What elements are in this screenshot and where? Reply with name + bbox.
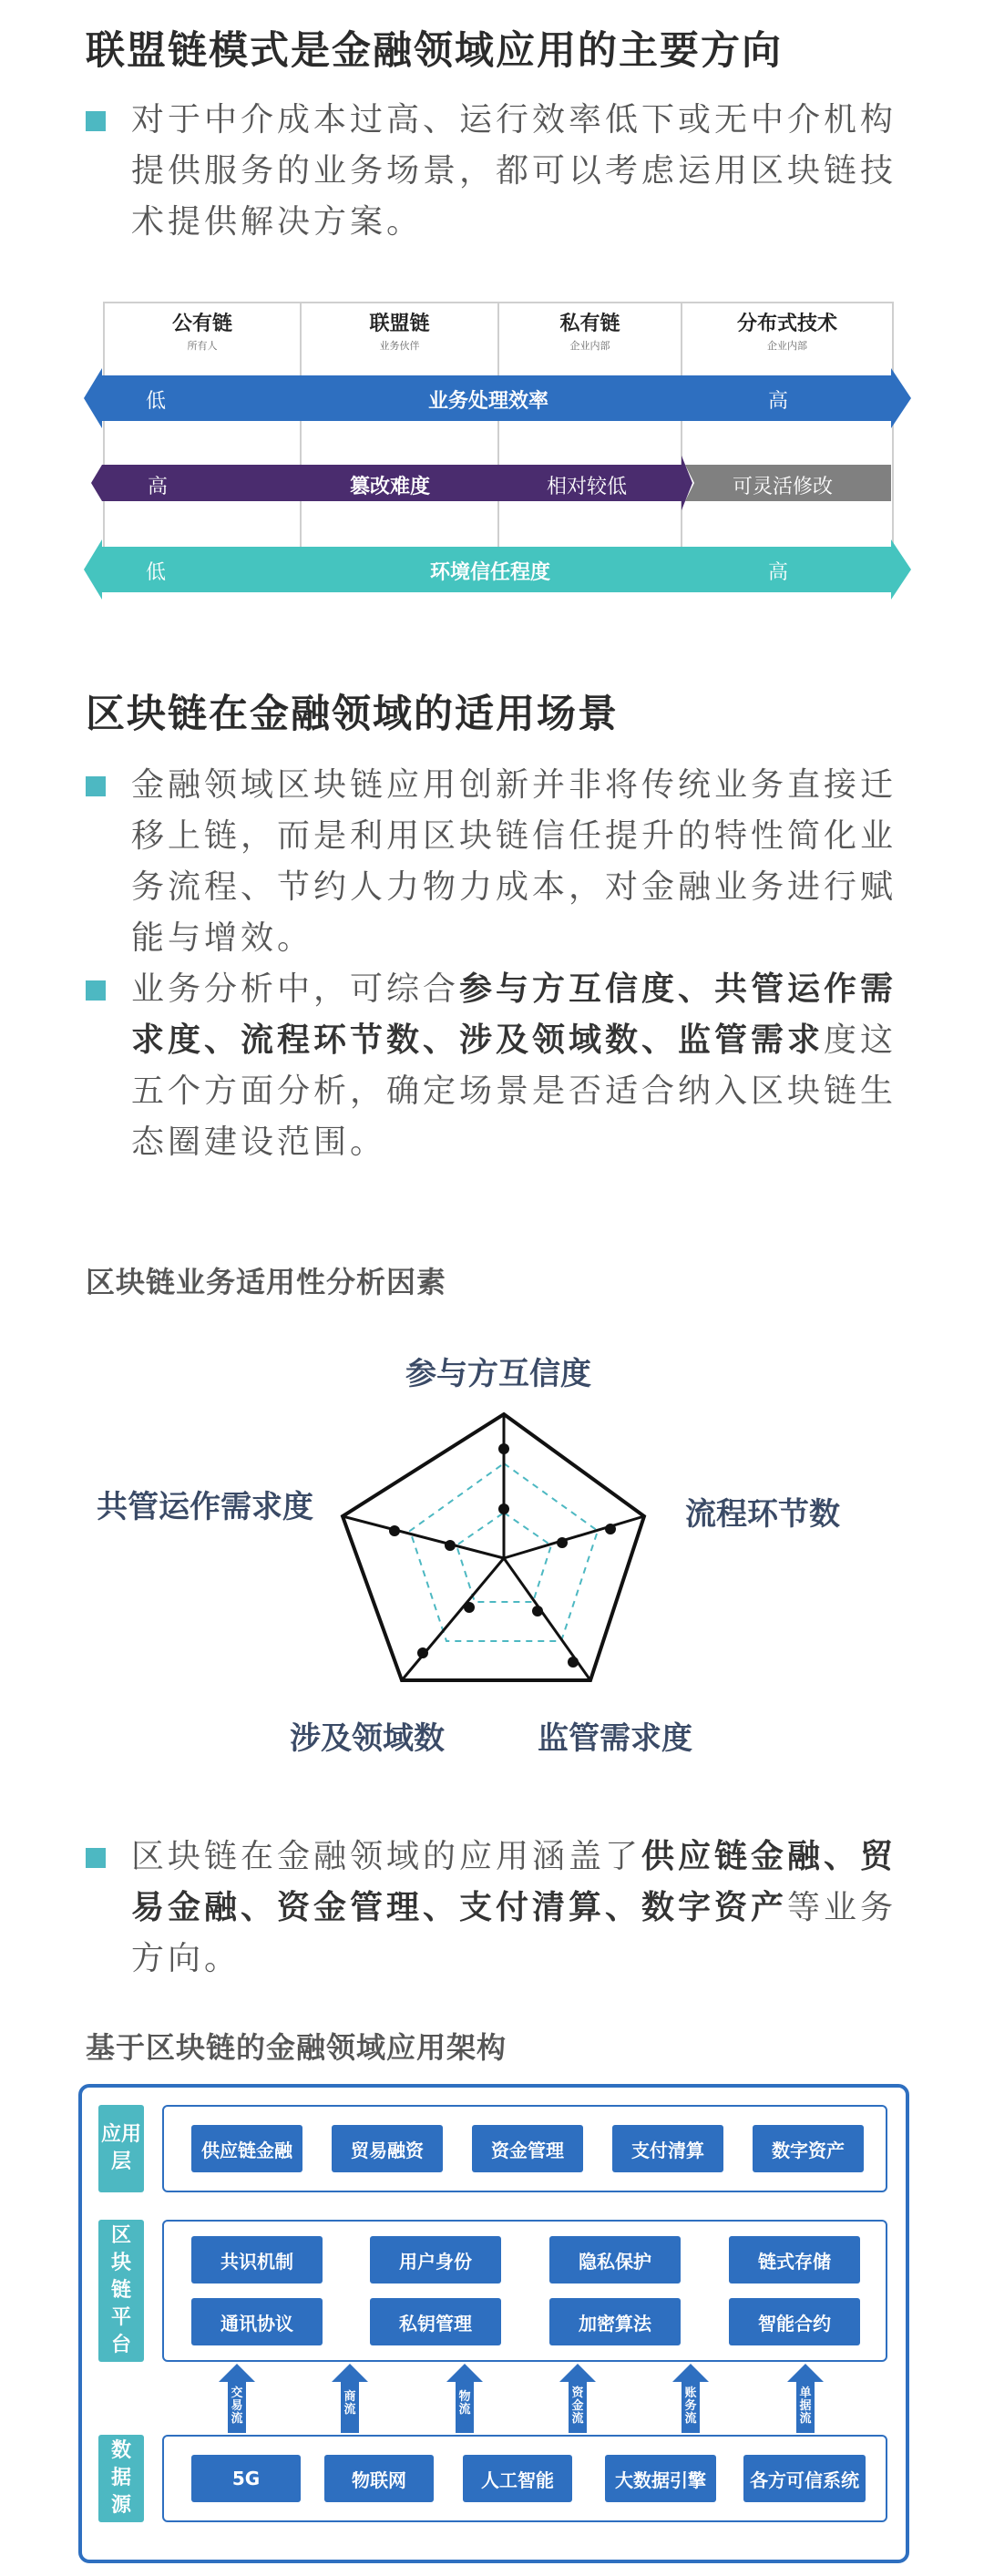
platform-protocol: 通讯协议 [191,2298,323,2345]
bullet-square-icon [86,111,106,131]
data-iot: 物联网 [324,2455,434,2502]
column-private-chain: 私有链 企业内部 [559,313,620,352]
app-trade-finance: 贸易融资 [332,2125,443,2172]
bullet-square-icon [86,980,106,1001]
data-ai: 人工智能 [463,2455,572,2502]
platform-key-management: 私钥管理 [370,2298,501,2345]
trust-low: 低 [146,561,167,584]
trust-label: 环境信任程度 [430,561,551,584]
radar-label-bottom-left: 涉及领域数 [290,1720,445,1757]
radar-label-left: 共管运作需求度 [97,1489,313,1525]
trust-high: 高 [768,561,789,584]
flow-accounts: 账务流 [684,2386,697,2426]
flow-commerce: 商流 [343,2390,356,2417]
platform-chain-storage: 链式存储 [729,2236,860,2284]
app-digital-assets: 数字资产 [753,2125,864,2172]
platform-layer-label: 区块链平台 [98,2220,144,2362]
section2-title: 区块链在金融领域的适用场景 [86,692,619,737]
efficiency-low: 低 [146,390,167,413]
platform-consensus: 共识机制 [191,2236,323,2284]
platform-identity: 用户身份 [370,2236,501,2284]
section2-paragraph1: 金融领域区块链应用创新并非将传统业务直接迁移上链，而是利用区块链信任提升的特性简化业务流程、节约人力物力成本，对金融业务进行赋能与增效。 [86,760,924,964]
radar-label-top: 参与方互信度 [405,1356,591,1392]
column-distributed-tech: 分布式技术 企业内部 [736,313,837,352]
data-trusted-systems: 各方可信系统 [743,2455,866,2502]
flow-funds: 资金流 [571,2386,584,2426]
efficiency-label: 业务处理效率 [428,390,549,413]
platform-privacy: 隐私保护 [549,2236,681,2284]
radar-title: 区块链业务适用性分析因素 [86,1265,447,1299]
arch-title: 基于区块链的金融领域应用架构 [86,2030,507,2065]
data-big-data-engine: 大数据引擎 [605,2455,716,2502]
bullet-square-icon [86,1848,106,1868]
flow-transaction: 交易流 [231,2386,243,2426]
bullet-square-icon [86,776,106,796]
tamper-high: 高 [148,476,169,498]
app-supply-chain: 供应链金融 [191,2125,302,2172]
tamper-label: 篡改难度 [350,476,431,498]
radar-label-right: 流程环节数 [685,1496,840,1533]
tamper-flexible: 可灵活修改 [733,476,834,498]
column-public-chain: 公有链 所有人 [171,313,232,352]
app-payment-clearing: 支付清算 [612,2125,723,2172]
section1-paragraph: 对于中介成本过高、运行效率低下或无中介机构提供服务的业务场景，都可以考虑运用区块链技术提供解决方案。 [86,95,924,248]
platform-smart-contract: 智能合约 [729,2298,860,2345]
flow-logistics: 物流 [458,2390,471,2417]
app-layer-label: 应用层 [98,2105,144,2192]
tamper-mid: 相对较低 [547,476,628,498]
section1-title: 联盟链模式是金融领域应用的主要方向 [86,28,783,74]
flow-arrows [0,2362,984,2435]
data-5g: 5G [191,2455,301,2502]
section2-paragraph2: 业务分析中，可综合参与方互信度、共管运作需求度、流程环节数、涉及领域数、监管需求度这五个方面分析，确定场景是否适合纳入区块链生态圈建设范围。 [86,964,924,1168]
section3-paragraph: 区块链在金融领域的应用涵盖了供应链金融、贸易金融、资金管理、支付清算、数字资产等业务方向。 [86,1832,924,1985]
app-fund-management: 资金管理 [472,2125,583,2172]
column-consortium-chain: 联盟链 业务伙伴 [369,313,430,352]
flow-documents: 单据流 [799,2386,812,2426]
platform-encryption: 加密算法 [549,2298,681,2345]
efficiency-high: 高 [768,390,789,413]
data-layer-label: 数据源 [98,2435,144,2522]
radar-label-bottom-right: 监管需求度 [538,1720,692,1757]
chain-comparison-diagram [0,301,984,629]
